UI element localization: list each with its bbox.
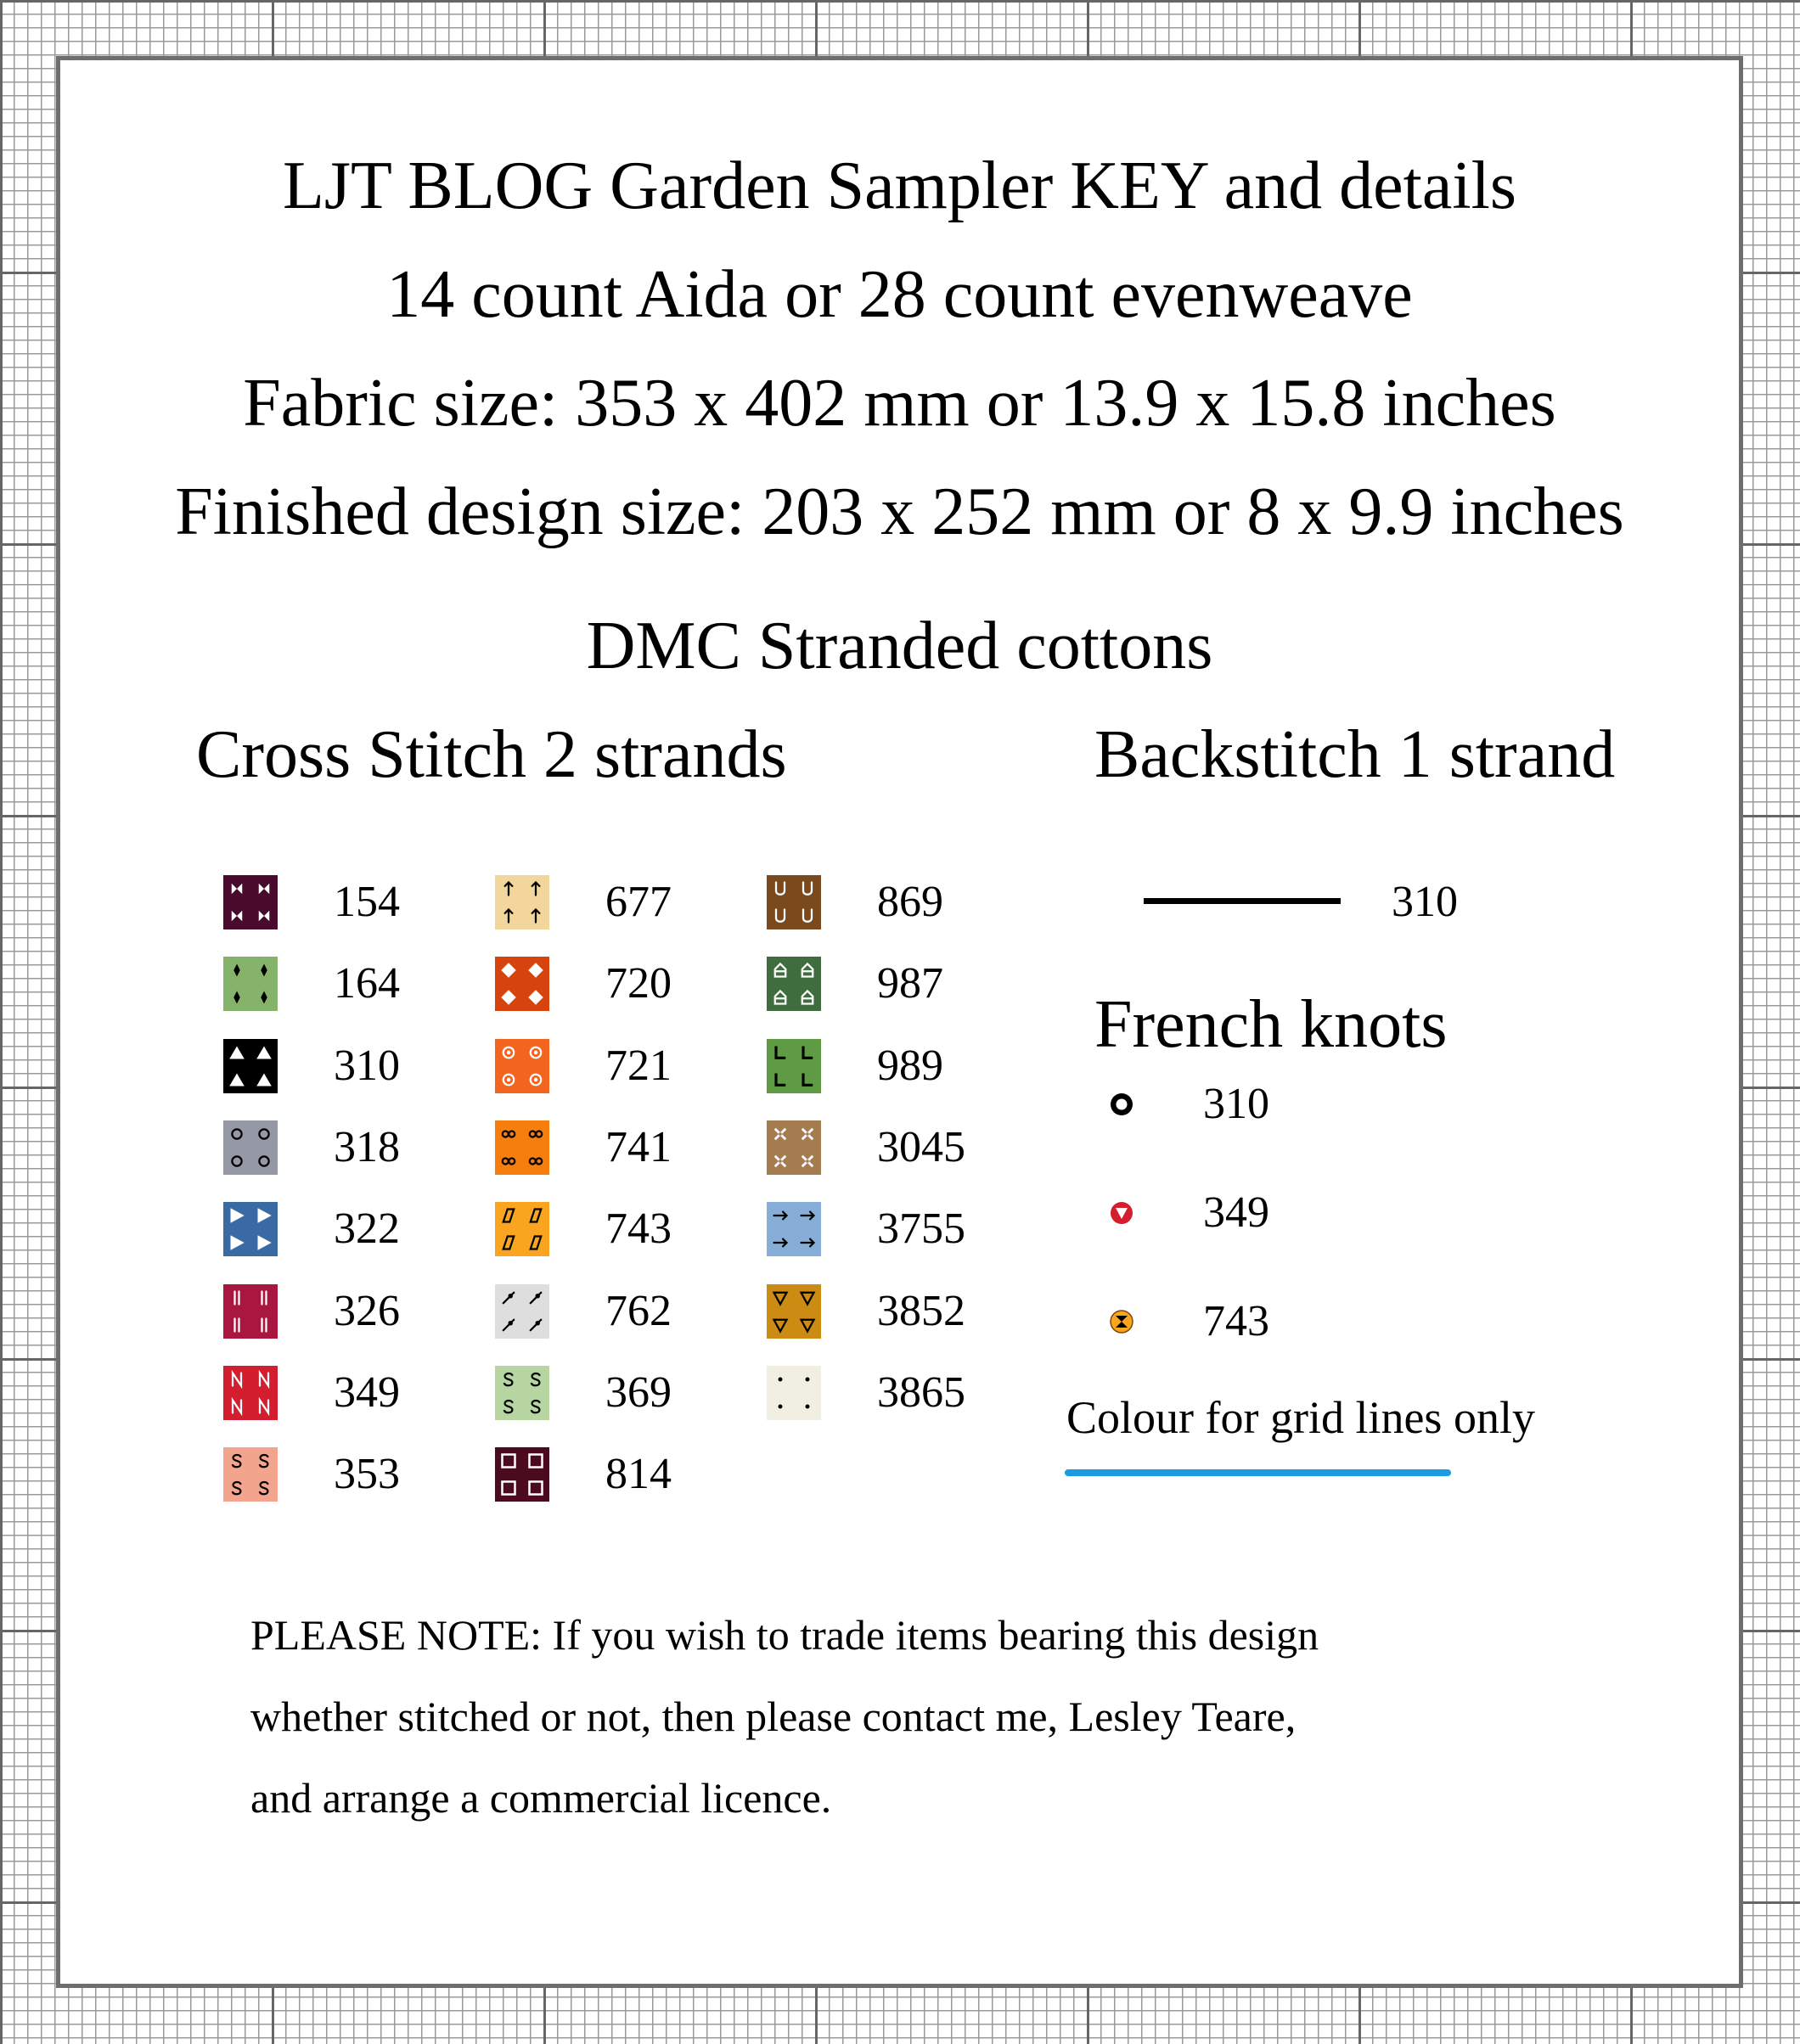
thread-code: 318 [334,1122,400,1171]
french-knot-hourglass-icon [1108,1308,1135,1335]
letter-s-icon [223,1447,278,1502]
thread-code: 869 [877,878,943,926]
letter-u-icon [767,875,821,929]
triangle-up-icon [223,1039,278,1093]
cross-stitch-heading: Cross Stitch 2 strands [196,717,787,792]
arrow-right-icon [767,1202,821,1256]
thread-code: 987 [877,959,943,1008]
thread-code: 721 [605,1041,672,1090]
thread-code: 154 [334,878,400,926]
design-size: Finished design size: 203 x 252 mm or 8 x 9.9 inches [175,474,1624,549]
thread-code: 743 [605,1204,672,1254]
fabric-size: Fabric size: 353 x 402 mm or 13.9 x 15.8 inches [243,366,1556,441]
parallelogram-icon [495,1202,549,1256]
cross-x-icon [767,1120,821,1175]
double-bar-icon [223,1284,278,1339]
pin-icon [495,1284,549,1339]
diamond-icon [495,957,549,1011]
grid-colour-label: Colour for grid lines only [1066,1392,1535,1443]
bowtie-icon [223,875,278,929]
triangle-down-outline-icon [767,1284,821,1339]
fabric-count: 14 count Aida or 28 count evenweave [386,257,1413,332]
grid-colour-line [1065,1469,1451,1476]
note-line-1: PLEASE NOTE: If you wish to trade items bearing this design [250,1611,1319,1659]
french-knot-triangle-down-icon [1108,1199,1135,1227]
figure-eight-icon [495,1120,549,1175]
thread-code: 3865 [877,1367,965,1417]
dot-icon [767,1366,821,1420]
thread-code: 326 [334,1286,400,1335]
thread-brand: DMC Stranded cottons [586,609,1213,683]
backstitch-heading: Backstitch 1 strand [1094,717,1616,792]
thread-code: 3852 [877,1286,965,1335]
triangle-right-icon [223,1202,278,1256]
thread-code: 989 [877,1041,943,1090]
note-line-2: whether stitched or not, then please contact me, Lesley Teare, [250,1693,1297,1740]
chart-title: LJT BLOG Garden Sampler KEY and details [282,149,1516,223]
arrow-up-icon [495,875,549,929]
letter-s-icon [495,1366,549,1420]
french-knot-code: 349 [1203,1188,1269,1237]
thread-code: 720 [605,959,672,1008]
thread-code: 349 [334,1367,400,1417]
thread-code: 3045 [877,1122,965,1171]
thread-code: 814 [605,1450,672,1499]
diamond-pin-icon [223,957,278,1011]
key-panel [56,56,1743,1988]
dotted-circle-icon [495,1039,549,1093]
thread-code: 322 [334,1204,400,1254]
thread-code: 353 [334,1450,400,1499]
backstitch-line [1144,898,1341,904]
french-knot-code: 310 [1203,1080,1269,1128]
letter-l-icon [767,1039,821,1093]
thread-code: 369 [605,1367,672,1417]
thread-code: 741 [605,1122,672,1171]
small-circle-icon [223,1120,278,1175]
french-knot-ring-icon [1108,1091,1135,1118]
french-knot-code: 743 [1203,1297,1269,1345]
thread-code: 677 [605,878,672,926]
note-line-3: and arrange a commercial licence. [250,1774,832,1822]
house-icon [767,957,821,1011]
thread-code: 310 [334,1041,400,1090]
thread-code: 164 [334,959,400,1008]
backstitch-code: 310 [1392,878,1458,926]
thread-code: 3755 [877,1204,965,1254]
french-knots-heading: French knots [1094,987,1448,1062]
thread-code: 762 [605,1286,672,1335]
square-outline-icon [495,1447,549,1502]
letter-n-icon [223,1366,278,1420]
